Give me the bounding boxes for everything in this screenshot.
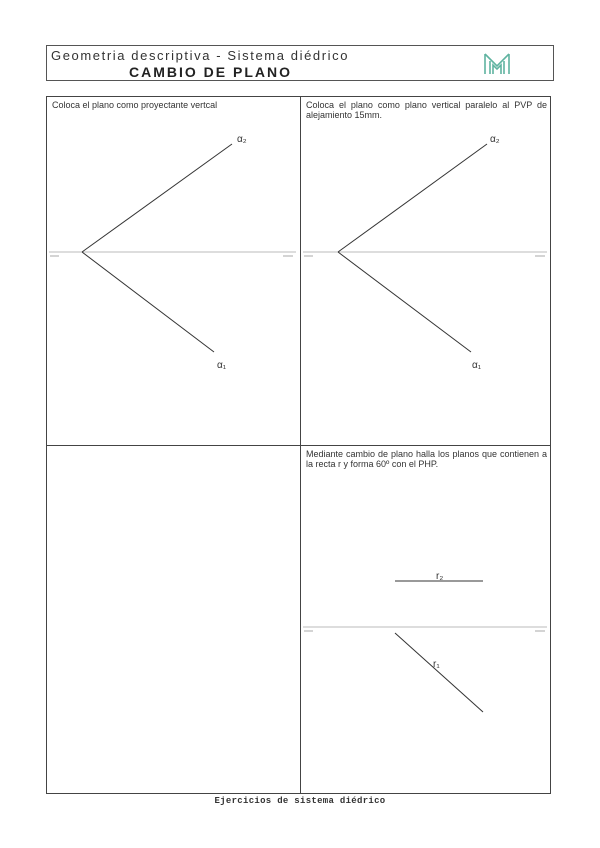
page-title: CAMBIO DE PLANO	[129, 64, 292, 80]
exercise-1-panel	[47, 97, 301, 446]
page-footer: Ejercicios de sistema diédrico	[214, 796, 386, 806]
label-alpha2: α₂	[237, 134, 247, 145]
exercise-3-panel	[47, 446, 301, 793]
page-header	[46, 45, 554, 81]
subject-title: Geometria descriptiva - Sistema diédrico	[51, 48, 350, 63]
label-r2: r₂	[436, 571, 444, 582]
exercise-grid	[46, 96, 551, 794]
exercise-4-instruction: Mediante cambio de plano halla los planos que contienen a la recta r y forma 60º con el PHP.	[306, 449, 547, 469]
exercise-2-panel	[301, 97, 550, 446]
vertical-trace-alpha2	[338, 144, 487, 252]
label-alpha1: α₁	[217, 360, 227, 371]
horizontal-trace-alpha1	[82, 252, 214, 352]
label-alpha1: α₁	[472, 360, 482, 371]
horizontal-trace-alpha1	[338, 252, 471, 352]
exercise-4-drawing	[301, 446, 549, 792]
exercise-2-drawing	[301, 97, 549, 445]
label-alpha2: α₂	[490, 134, 500, 145]
exercise-1-instruction: Coloca el plano como proyectante vertcal	[52, 100, 218, 110]
brand-logo-icon	[483, 52, 511, 76]
label-r1: r₁	[433, 659, 440, 670]
line-r-horizontal-projection	[395, 633, 483, 712]
exercise-4-panel	[301, 446, 550, 793]
exercise-2-instruction: Coloca el plano como plano vertical paralelo al PVP de alejamiento 15mm.	[306, 100, 547, 120]
exercise-1-drawing	[47, 97, 300, 445]
vertical-trace-alpha2	[82, 144, 232, 252]
